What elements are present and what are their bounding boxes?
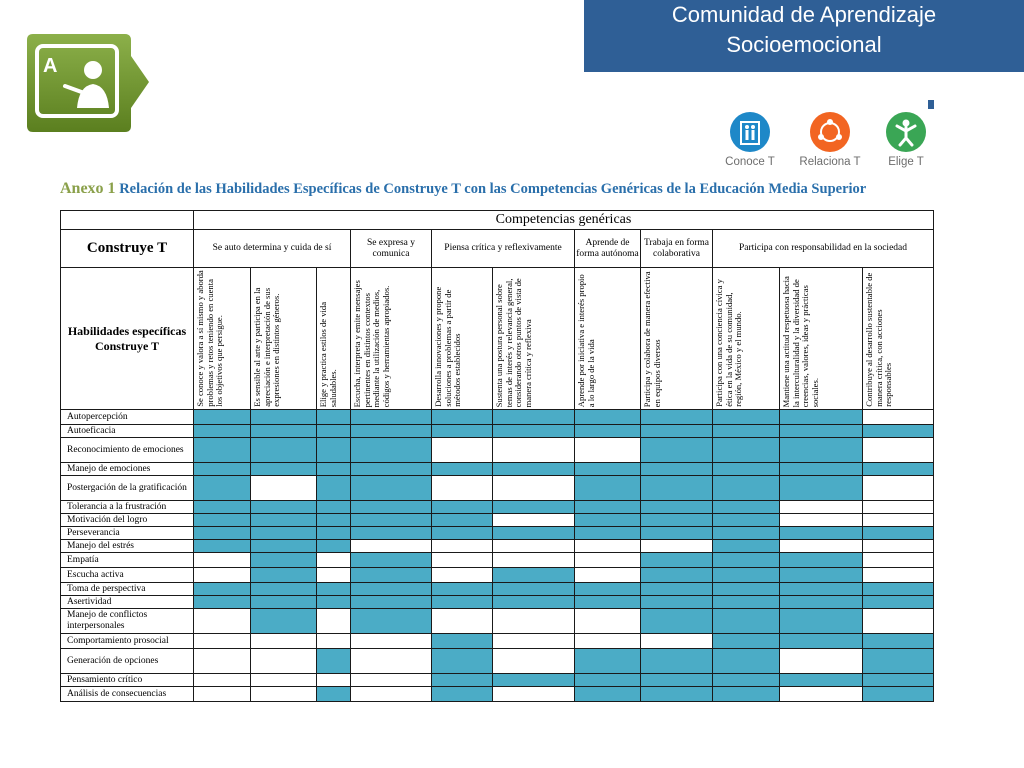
- empty-cell: [863, 438, 934, 463]
- brand-label: Elige T: [888, 156, 924, 168]
- filled-cell: [713, 687, 780, 702]
- filled-cell: [641, 425, 713, 438]
- competencia-text: Elige y practica estilos de vida saludables.: [318, 301, 338, 407]
- filled-cell: [432, 596, 493, 609]
- filled-cell: [432, 687, 493, 702]
- table-row: [61, 476, 934, 501]
- empty-cell: [863, 609, 934, 634]
- empty-cell: [351, 634, 432, 649]
- filled-cell: [780, 674, 863, 687]
- table-row: [61, 514, 934, 527]
- empty-cell: [493, 649, 575, 674]
- filled-cell: [493, 410, 575, 425]
- teacher-board-icon: [25, 34, 153, 134]
- filled-cell: [713, 501, 780, 514]
- filled-cell: [194, 596, 251, 609]
- empty-cell: [863, 540, 934, 553]
- filled-cell: [194, 527, 251, 540]
- filled-cell: [194, 438, 251, 463]
- competencia-text: Contribuye al desarrollo sustentable de manera crítica, con acciones responsables: [864, 272, 894, 407]
- empty-cell: [641, 634, 713, 649]
- empty-cell: [493, 476, 575, 501]
- empty-cell: [780, 501, 863, 514]
- annex-title: Relación de las Habilidades Específicas de Construye T con las Competencias Genéricas de la Educación Media Superior: [119, 181, 867, 197]
- filled-cell: [317, 687, 351, 702]
- empty-cell: [251, 674, 317, 687]
- habilidad-label: Autoeficacia: [61, 425, 194, 438]
- empty-cell: [194, 649, 251, 674]
- empty-cell: [351, 674, 432, 687]
- empty-cell: [317, 674, 351, 687]
- competencia-header: [432, 268, 493, 410]
- filled-cell: [780, 527, 863, 540]
- empty-cell: [251, 634, 317, 649]
- habilidad-label: Asertividad: [61, 596, 194, 609]
- filled-cell: [317, 463, 351, 476]
- competencia-header: [493, 268, 575, 410]
- competencia-header: [194, 268, 251, 410]
- filled-cell: [351, 527, 432, 540]
- filled-cell: [351, 583, 432, 596]
- filled-cell: [863, 634, 934, 649]
- empty-cell: [351, 540, 432, 553]
- filled-cell: [780, 583, 863, 596]
- brand-conoce-t: [710, 112, 790, 168]
- filled-cell: [641, 476, 713, 501]
- table-row: [61, 540, 934, 553]
- habilidad-label: Tolerancia a la frustración: [61, 501, 194, 514]
- empty-cell: [194, 568, 251, 583]
- empty-cell: [493, 438, 575, 463]
- filled-cell: [251, 540, 317, 553]
- filled-cell: [317, 596, 351, 609]
- habilidad-label: Generación de opciones: [61, 649, 194, 674]
- competencias-table: [60, 210, 934, 702]
- filled-cell: [575, 596, 641, 609]
- filled-cell: [251, 425, 317, 438]
- filled-cell: [713, 425, 780, 438]
- competencia-header: [713, 268, 780, 410]
- filled-cell: [575, 687, 641, 702]
- filled-cell: [641, 463, 713, 476]
- filled-cell: [713, 514, 780, 527]
- empty-cell: [493, 540, 575, 553]
- filled-cell: [641, 687, 713, 702]
- competencia-text: Es sensible al arte y participa en la apreciación e interpretación de sus expresiones en distintos géneros.: [252, 287, 282, 407]
- empty-cell: [432, 568, 493, 583]
- empty-cell: [194, 674, 251, 687]
- filled-cell: [317, 527, 351, 540]
- filled-cell: [351, 476, 432, 501]
- filled-cell: [194, 425, 251, 438]
- filled-cell: [575, 527, 641, 540]
- empty-cell: [251, 649, 317, 674]
- filled-cell: [713, 609, 780, 634]
- empty-cell: [780, 649, 863, 674]
- filled-cell: [493, 463, 575, 476]
- empty-cell: [493, 634, 575, 649]
- filled-cell: [863, 527, 934, 540]
- filled-cell: [493, 674, 575, 687]
- filled-cell: [251, 553, 317, 568]
- filled-cell: [780, 476, 863, 501]
- filled-cell: [251, 463, 317, 476]
- table-row: [61, 649, 934, 674]
- filled-cell: [317, 410, 351, 425]
- elevator-icon: [730, 112, 770, 152]
- group-header: Participa con responsabilidad en la sociedad: [713, 230, 934, 268]
- filled-cell: [575, 501, 641, 514]
- filled-cell: [641, 609, 713, 634]
- filled-cell: [194, 514, 251, 527]
- filled-cell: [493, 568, 575, 583]
- filled-cell: [351, 568, 432, 583]
- table-row: [61, 609, 934, 634]
- empty-cell: [493, 514, 575, 527]
- filled-cell: [432, 674, 493, 687]
- competencia-header: [780, 268, 863, 410]
- filled-cell: [780, 568, 863, 583]
- empty-cell: [575, 553, 641, 568]
- filled-cell: [641, 410, 713, 425]
- annex-lead: Anexo 1: [60, 180, 116, 197]
- habilidad-label: Empatía: [61, 553, 194, 568]
- filled-cell: [863, 425, 934, 438]
- filled-cell: [713, 476, 780, 501]
- empty-cell: [493, 609, 575, 634]
- habilidad-label: Motivación del logro: [61, 514, 194, 527]
- competencia-header: [351, 268, 432, 410]
- filled-cell: [780, 410, 863, 425]
- empty-cell: [194, 553, 251, 568]
- empty-cell: [317, 553, 351, 568]
- filled-cell: [432, 583, 493, 596]
- table-row: [61, 596, 934, 609]
- filled-cell: [194, 540, 251, 553]
- filled-cell: [251, 501, 317, 514]
- table-row: [61, 583, 934, 596]
- filled-cell: [641, 527, 713, 540]
- filled-cell: [780, 634, 863, 649]
- filled-cell: [432, 514, 493, 527]
- competencia-text: Participa con una conciencia cívica y ética en la vida de su comunidad, región, México y el mundo.: [714, 279, 744, 407]
- filled-cell: [641, 438, 713, 463]
- filled-cell: [780, 463, 863, 476]
- filled-cell: [713, 410, 780, 425]
- competencia-text: Desarrolla innovaciones y propone soluciones a problemas a partir de métodos establecidos: [433, 286, 463, 407]
- filled-cell: [713, 553, 780, 568]
- empty-cell: [351, 687, 432, 702]
- table-row: [61, 425, 934, 438]
- brand-relaciona-t: [790, 112, 870, 168]
- habilidad-label: Comportamiento prosocial: [61, 634, 194, 649]
- filled-cell: [194, 501, 251, 514]
- filled-cell: [432, 649, 493, 674]
- group-header: Se auto determina y cuida de sí: [194, 230, 351, 268]
- logo-letter: A: [43, 55, 58, 77]
- filled-cell: [251, 596, 317, 609]
- filled-cell: [351, 410, 432, 425]
- filled-cell: [194, 463, 251, 476]
- table-row: [61, 501, 934, 514]
- empty-cell: [432, 476, 493, 501]
- filled-cell: [317, 501, 351, 514]
- filled-cell: [863, 583, 934, 596]
- empty-cell: [575, 609, 641, 634]
- filled-cell: [251, 609, 317, 634]
- empty-cell: [863, 476, 934, 501]
- filled-cell: [432, 634, 493, 649]
- table-row: [61, 438, 934, 463]
- competencia-header: [863, 268, 934, 410]
- table-row: [61, 687, 934, 702]
- empty-cell: [780, 540, 863, 553]
- filled-cell: [863, 463, 934, 476]
- filled-cell: [432, 410, 493, 425]
- filled-cell: [251, 438, 317, 463]
- filled-cell: [713, 463, 780, 476]
- filled-cell: [251, 527, 317, 540]
- filled-cell: [432, 463, 493, 476]
- construye-t-header: Construye T: [61, 230, 194, 268]
- filled-cell: [713, 540, 780, 553]
- filled-cell: [317, 514, 351, 527]
- filled-cell: [317, 438, 351, 463]
- filled-cell: [713, 583, 780, 596]
- filled-cell: [493, 425, 575, 438]
- habilidades-rows: [61, 410, 934, 702]
- empty-cell: [317, 568, 351, 583]
- filled-cell: [432, 527, 493, 540]
- filled-cell: [713, 634, 780, 649]
- group-header: Se expresa y comunica: [351, 230, 432, 268]
- filled-cell: [493, 501, 575, 514]
- filled-cell: [641, 553, 713, 568]
- brand-label: Conoce T: [725, 156, 775, 168]
- filled-cell: [780, 553, 863, 568]
- filled-cell: [863, 674, 934, 687]
- filled-cell: [575, 410, 641, 425]
- filled-cell: [493, 583, 575, 596]
- group-header: Aprende de forma autónoma: [575, 230, 641, 268]
- empty-cell: [251, 687, 317, 702]
- habilidad-label: Manejo del estrés: [61, 540, 194, 553]
- competencia-text: Mantiene una actitud respetuosa hacia la interculturalidad y la diversidad de creencias, valores, ideas y prácticas sociales.: [781, 275, 820, 407]
- filled-cell: [641, 583, 713, 596]
- competencia-header: [251, 268, 317, 410]
- empty-cell: [863, 514, 934, 527]
- filled-cell: [641, 674, 713, 687]
- competencia-header: [317, 268, 351, 410]
- filled-cell: [351, 596, 432, 609]
- habilidad-label: Toma de perspectiva: [61, 583, 194, 596]
- empty-cell: [780, 687, 863, 702]
- empty-cell: [194, 609, 251, 634]
- filled-cell: [713, 649, 780, 674]
- empty-cell: [194, 687, 251, 702]
- filled-cell: [194, 410, 251, 425]
- empty-cell: [317, 609, 351, 634]
- filled-cell: [641, 514, 713, 527]
- empty-cell: [863, 410, 934, 425]
- person-choice-icon: [886, 112, 926, 152]
- filled-cell: [351, 609, 432, 634]
- decorative-square: [928, 100, 934, 109]
- header-title-line2: Socioemocional: [726, 32, 882, 57]
- table-row: [61, 674, 934, 687]
- filled-cell: [351, 425, 432, 438]
- filled-cell: [641, 501, 713, 514]
- habilidad-label: Perseverancia: [61, 527, 194, 540]
- table-row: [61, 634, 934, 649]
- competencia-text: Escucha, interpreta y emite mensajes pertinentes en distintos contextos mediante la utilización de medios, códigos y herramientas apropiados.: [352, 279, 391, 407]
- filled-cell: [317, 583, 351, 596]
- empty-cell: [351, 649, 432, 674]
- filled-cell: [575, 476, 641, 501]
- competencia-text: Sustenta una postura personal sobre temas de interés y relevancia general, considerando otros puntos de vista de manera crítica y reflexiva: [494, 277, 533, 407]
- people-network-icon: [810, 112, 850, 152]
- empty-cell: [432, 609, 493, 634]
- habilidad-label: Manejo de emociones: [61, 463, 194, 476]
- filled-cell: [432, 501, 493, 514]
- empty-cell: [863, 568, 934, 583]
- annex-heading: [60, 180, 960, 198]
- filled-cell: [317, 476, 351, 501]
- filled-cell: [251, 514, 317, 527]
- empty-cell: [251, 476, 317, 501]
- filled-cell: [351, 501, 432, 514]
- competencia-text: Participa y colabora de manera efectiva en equipos diversos: [642, 271, 662, 407]
- header-banner: [584, 0, 1024, 72]
- group-header: Piensa crítica y reflexivamente: [432, 230, 575, 268]
- habilidad-label: Autopercepción: [61, 410, 194, 425]
- table-row: [61, 553, 934, 568]
- brand-label: Relaciona T: [799, 156, 861, 168]
- filled-cell: [575, 674, 641, 687]
- empty-cell: [317, 634, 351, 649]
- habilidad-label: Pensamiento crítico: [61, 674, 194, 687]
- competencia-text: Aprende por iniciativa e interés propio a lo largo de la vida: [576, 274, 596, 407]
- filled-cell: [780, 609, 863, 634]
- filled-cell: [641, 568, 713, 583]
- filled-cell: [641, 596, 713, 609]
- filled-cell: [641, 649, 713, 674]
- empty-cell: [493, 687, 575, 702]
- empty-cell: [493, 553, 575, 568]
- filled-cell: [351, 463, 432, 476]
- filled-cell: [251, 583, 317, 596]
- empty-cell: [575, 568, 641, 583]
- filled-cell: [493, 596, 575, 609]
- filled-cell: [194, 476, 251, 501]
- empty-cell: [432, 438, 493, 463]
- filled-cell: [317, 425, 351, 438]
- table-corner-top: [61, 211, 194, 230]
- filled-cell: [863, 649, 934, 674]
- empty-cell: [863, 553, 934, 568]
- competencia-header: [641, 268, 713, 410]
- habilidad-label: Postergación de la gratificación: [61, 476, 194, 501]
- habilidad-label: Manejo de conflictos interpersonales: [61, 609, 194, 634]
- filled-cell: [575, 583, 641, 596]
- header-title-line1: Comunidad de Aprendizaje: [671, 2, 937, 27]
- filled-cell: [251, 568, 317, 583]
- filled-cell: [713, 438, 780, 463]
- filled-cell: [575, 649, 641, 674]
- habilidades-header: Habilidades específicas Construye T: [61, 268, 194, 410]
- competencia-text: Se conoce y valora a sí mismo y aborda problemas y retos teniendo en cuenta los objetivos que persigue.: [195, 270, 225, 407]
- empty-cell: [780, 514, 863, 527]
- filled-cell: [194, 583, 251, 596]
- table-row: [61, 568, 934, 583]
- filled-cell: [863, 687, 934, 702]
- empty-cell: [575, 438, 641, 463]
- table-row: [61, 527, 934, 540]
- filled-cell: [575, 463, 641, 476]
- filled-cell: [575, 425, 641, 438]
- table-row: [61, 410, 934, 425]
- empty-cell: [575, 540, 641, 553]
- competencias-header: Competencias genéricas: [194, 211, 934, 230]
- filled-cell: [713, 568, 780, 583]
- filled-cell: [575, 514, 641, 527]
- filled-cell: [251, 410, 317, 425]
- empty-cell: [194, 634, 251, 649]
- filled-cell: [493, 527, 575, 540]
- empty-cell: [641, 540, 713, 553]
- filled-cell: [317, 649, 351, 674]
- filled-cell: [780, 438, 863, 463]
- group-header: Trabaja en forma colaborativa: [641, 230, 713, 268]
- filled-cell: [780, 596, 863, 609]
- filled-cell: [351, 514, 432, 527]
- filled-cell: [351, 553, 432, 568]
- brand-elige-t: [866, 112, 946, 168]
- filled-cell: [713, 527, 780, 540]
- empty-cell: [432, 553, 493, 568]
- competencia-header: [575, 268, 641, 410]
- table-row: [61, 463, 934, 476]
- filled-cell: [713, 596, 780, 609]
- empty-cell: [432, 540, 493, 553]
- filled-cell: [713, 674, 780, 687]
- filled-cell: [432, 425, 493, 438]
- habilidad-label: Análisis de consecuencias: [61, 687, 194, 702]
- habilidad-label: Escucha activa: [61, 568, 194, 583]
- filled-cell: [317, 540, 351, 553]
- filled-cell: [351, 438, 432, 463]
- habilidad-label: Reconocimiento de emociones: [61, 438, 194, 463]
- empty-cell: [863, 501, 934, 514]
- empty-cell: [575, 634, 641, 649]
- filled-cell: [780, 425, 863, 438]
- filled-cell: [863, 596, 934, 609]
